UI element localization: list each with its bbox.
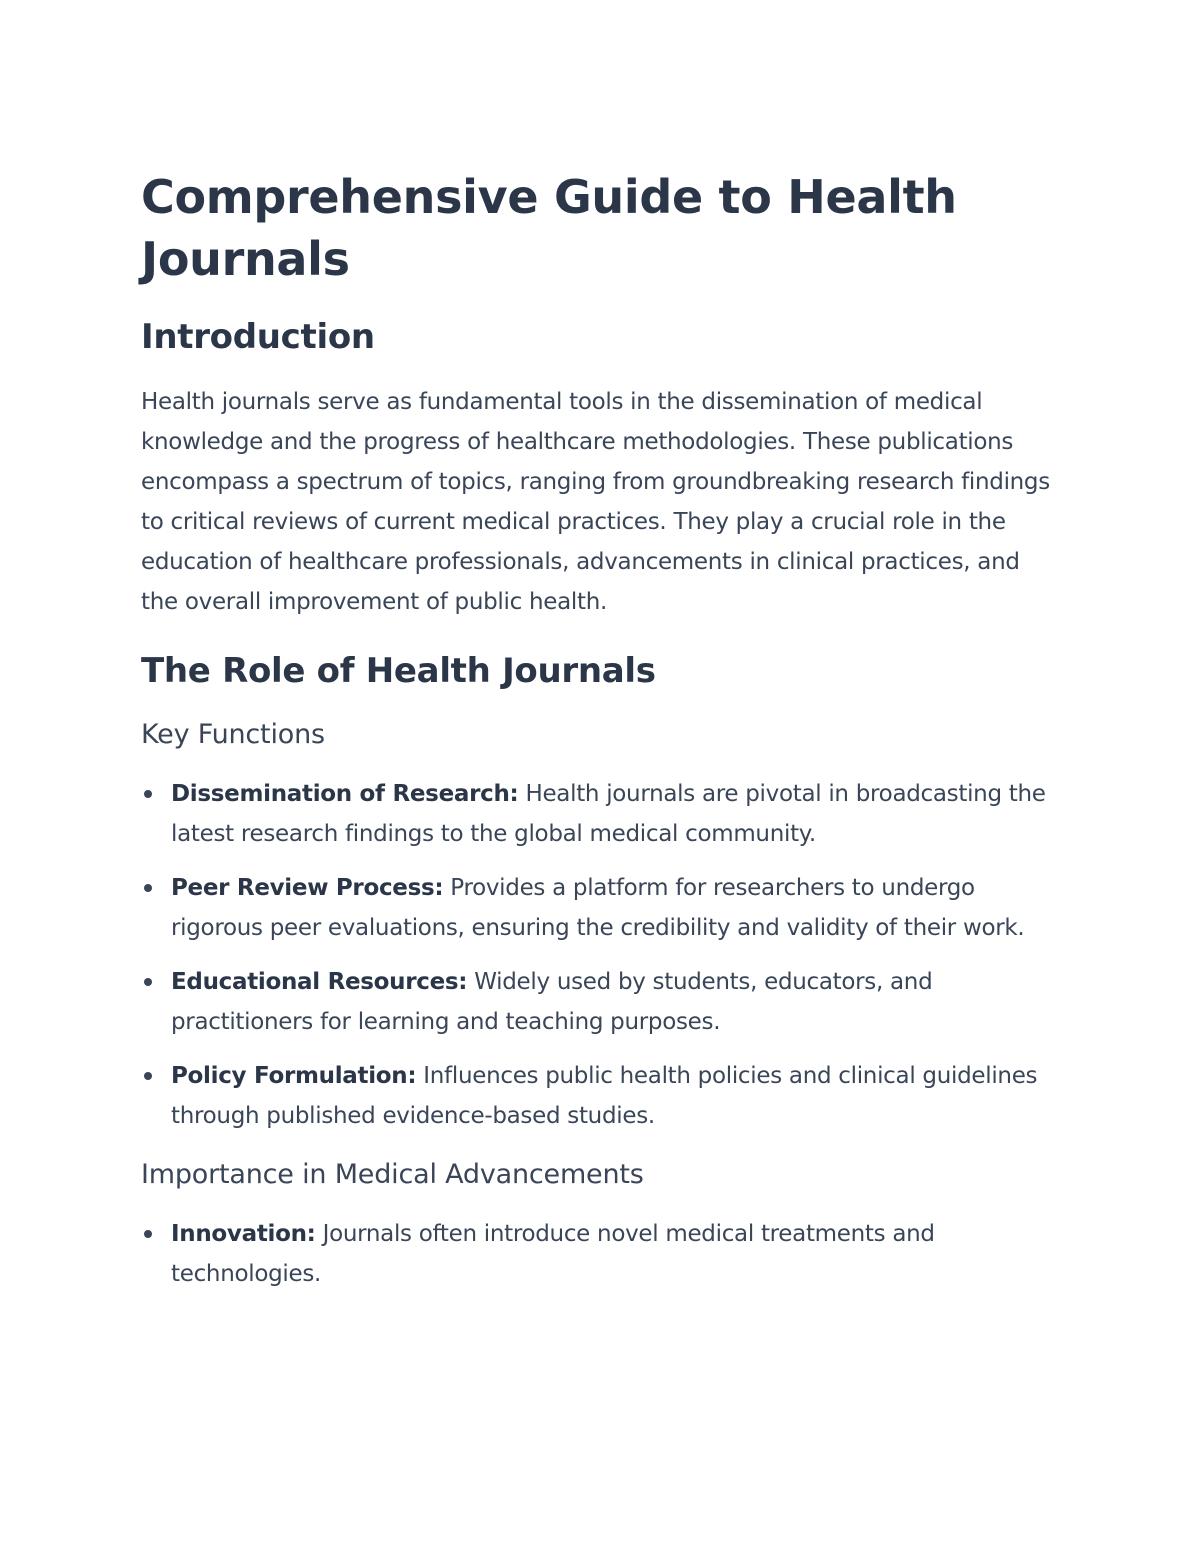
list-item-term: Policy Formulation: xyxy=(171,1063,417,1089)
list-item-text: Influences public health policies and clinical guidelines through published evidence-based studies. xyxy=(171,1063,1038,1129)
list-item-term: Innovation: xyxy=(171,1221,316,1247)
list-item-text: Health journals are pivotal in broadcasting the latest research findings to the global medical community. xyxy=(171,781,1046,847)
key-functions-heading: Key Functions xyxy=(141,719,325,750)
list-item xyxy=(141,774,1061,854)
importance-heading: Importance in Medical Advancements xyxy=(141,1159,644,1190)
list-item-text: Journals often introduce novel medical treatments and technologies. xyxy=(171,1221,935,1287)
bullet-icon xyxy=(144,884,152,892)
importance-list xyxy=(141,1214,1061,1294)
list-item xyxy=(141,1214,1061,1294)
list-item-text: Provides a platform for researchers to undergo rigorous peer evaluations, ensuring the credibility and validity of their work. xyxy=(171,875,1025,941)
introduction-heading: Introduction xyxy=(141,317,375,357)
document-page xyxy=(141,166,1061,1308)
bullet-icon xyxy=(144,1072,152,1080)
bullet-icon xyxy=(144,978,152,986)
bullet-icon xyxy=(144,1230,152,1238)
list-item xyxy=(141,1056,1061,1136)
document-title: Comprehensive Guide to Health Journals xyxy=(141,170,957,286)
list-item-term: Peer Review Process: xyxy=(171,875,444,901)
list-item-text: Widely used by students, educators, and practitioners for learning and teaching purposes. xyxy=(171,969,933,1035)
bullet-icon xyxy=(144,790,152,798)
list-item xyxy=(141,962,1061,1042)
list-item xyxy=(141,868,1061,948)
role-section-heading: The Role of Health Journals xyxy=(141,651,656,691)
introduction-paragraph: Health journals serve as fundamental tools in the dissemination of medical knowledge and the progress of healthcare methodologies. These publications encompass a spectrum of topics, ranging from groundbreaking research findings to critical reviews of current medical practices. They play a crucial role in the education of healthcare professionals, advancements in clinical practices, and the overall improvement of public health. xyxy=(141,389,1050,615)
key-functions-list xyxy=(141,774,1061,1136)
list-item-term: Dissemination of Research: xyxy=(171,781,519,807)
list-item-term: Educational Resources: xyxy=(171,969,468,995)
